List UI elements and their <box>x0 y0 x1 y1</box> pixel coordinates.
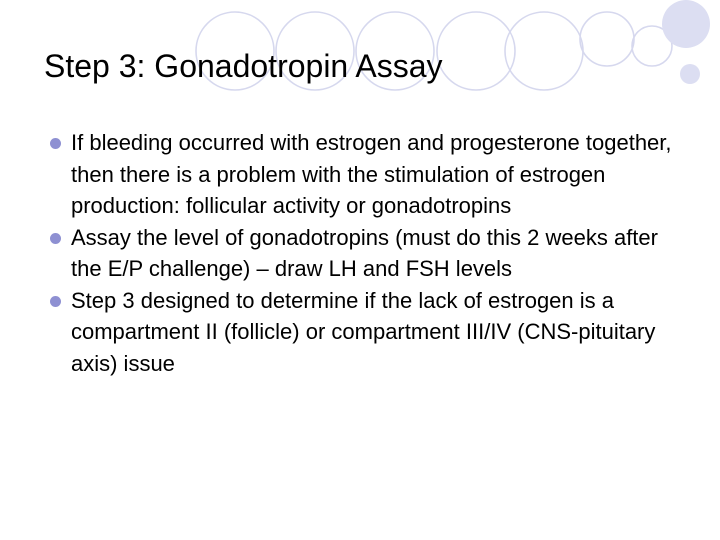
decorative-circle-icon <box>662 0 710 48</box>
bullet-item <box>50 285 690 380</box>
decorative-circle-icon <box>505 12 583 90</box>
bullet-list <box>50 127 690 379</box>
decorative-circle-icon <box>680 64 700 84</box>
bullet-text: Assay the level of gonadotropins (must do this 2 weeks after the E/P challenge) – draw LH and FSH levels <box>71 224 658 281</box>
bullet-item <box>50 127 690 222</box>
bullet-dot-icon <box>50 138 61 149</box>
bullet-dot-icon <box>50 233 61 244</box>
slide-title: Step 3: Gonadotropin Assay <box>44 48 443 84</box>
decorative-circle-icon <box>437 12 515 90</box>
bullet-dot-icon <box>50 296 61 307</box>
bullet-text: If bleeding occurred with estrogen and progesterone together, then there is a problem with the stimulation of estrogen production: follicular activity or gonadotropins <box>71 130 672 218</box>
bullet-item <box>50 222 690 285</box>
decorative-circle-icon <box>580 12 634 66</box>
bullet-text: Step 3 designed to determine if the lack of estrogen is a compartment II (follicle) or compartment III/IV (CNS-pituitary axis) issue <box>71 287 656 376</box>
